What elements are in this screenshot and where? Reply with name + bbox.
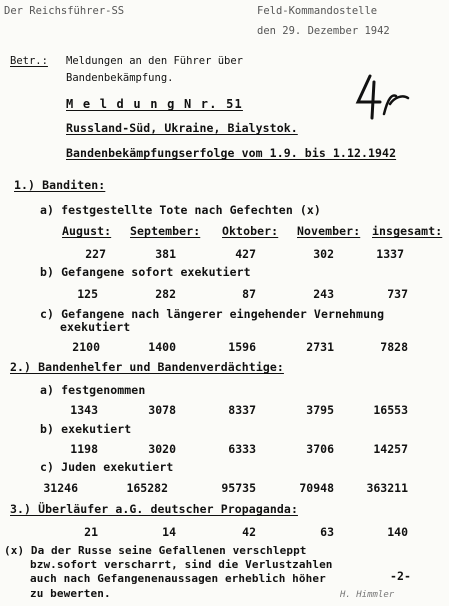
sender-line: Der Reichsführer-SS bbox=[4, 5, 125, 17]
s2b-november: 3706 bbox=[306, 442, 334, 456]
s1c-oktober: 1596 bbox=[228, 340, 256, 354]
section1-heading: 1.) Banditen: bbox=[14, 178, 106, 192]
s1b-insgesamt: 737 bbox=[387, 287, 408, 301]
section2-a-label: a) festgenommen bbox=[40, 383, 146, 397]
s2b-insgesamt: 14257 bbox=[373, 442, 408, 456]
section2-b-label: b) exekutiert bbox=[40, 422, 132, 436]
s2b-september: 3020 bbox=[148, 442, 176, 456]
s3-insgesamt: 140 bbox=[387, 525, 408, 539]
section1-b-label: b) Gefangene sofort exekutiert bbox=[40, 265, 251, 279]
s2a-insgesamt: 16553 bbox=[373, 403, 408, 417]
s1b-august: 125 bbox=[77, 287, 98, 301]
s1a-september: 381 bbox=[155, 247, 176, 261]
s2a-november: 3795 bbox=[306, 403, 334, 417]
s2a-september: 3078 bbox=[148, 403, 176, 417]
s1a-november: 302 bbox=[313, 247, 334, 261]
footnote-line-1: (x) Da der Russe seine Gefallenen verschleppt bbox=[4, 544, 307, 557]
s1b-november: 243 bbox=[313, 287, 334, 301]
s1a-insgesamt: 1337 bbox=[376, 247, 404, 261]
s1b-oktober: 87 bbox=[242, 287, 256, 301]
s2c-november: 70948 bbox=[299, 481, 334, 495]
page-number: -2- bbox=[390, 569, 412, 583]
report-region: Russland-Süd, Ukraine, Bialystok. bbox=[66, 121, 298, 135]
s1b-september: 282 bbox=[155, 287, 176, 301]
s2c-insgesamt: 363211 bbox=[366, 481, 408, 495]
footnote-line-3: auch nach Gefangenenaussagen erheblich höher bbox=[30, 572, 326, 585]
section3-heading: 3.) Überläufer a.G. deutscher Propaganda: bbox=[10, 502, 298, 516]
section1-c-label-1: c) Gefangene nach längerer eingehender Vernehmung bbox=[40, 307, 385, 321]
s2b-august: 1198 bbox=[70, 442, 98, 456]
s3-august: 21 bbox=[84, 525, 98, 539]
s2c-august: 31246 bbox=[43, 481, 78, 495]
s1c-september: 1400 bbox=[148, 340, 176, 354]
s1a-oktober: 427 bbox=[235, 247, 256, 261]
footnote-line-2: bzw.sofort verscharrt, sind die Verlustzahlen bbox=[30, 558, 333, 571]
place-line: Feld-Kommandostelle bbox=[257, 5, 378, 17]
subject-label: Betr.: bbox=[10, 55, 48, 67]
s1c-november: 2731 bbox=[306, 340, 334, 354]
s2c-oktober: 95735 bbox=[221, 481, 256, 495]
section1-a-label: a) festgestellte Tote nach Gefechten (x) bbox=[40, 203, 321, 217]
section2-c-label: c) Juden exekutiert bbox=[40, 460, 174, 474]
month-header-insgesamt: insgesamt: bbox=[372, 224, 443, 238]
handwritten-mark bbox=[352, 68, 412, 128]
s2a-oktober: 8337 bbox=[228, 403, 256, 417]
s3-september: 14 bbox=[162, 525, 176, 539]
s3-oktober: 42 bbox=[242, 525, 256, 539]
footnote-line-4: zu bewerten. bbox=[30, 587, 111, 600]
subject-line-2: Bandenbekämpfung. bbox=[66, 72, 174, 84]
s2c-september: 165282 bbox=[126, 481, 168, 495]
s3-november: 63 bbox=[320, 525, 334, 539]
s2a-august: 1343 bbox=[70, 403, 98, 417]
report-period: Bandenbekämpfungserfolge vom 1.9. bis 1.12.1942 bbox=[66, 146, 397, 160]
s1c-insgesamt: 7828 bbox=[380, 340, 408, 354]
s1c-august: 2100 bbox=[72, 340, 100, 354]
report-title: M e l d u n g N r. 51 bbox=[66, 97, 243, 111]
section2-heading: 2.) Bandenhelfer und Bandenverdächtige: bbox=[10, 360, 284, 374]
month-header-september: September: bbox=[130, 224, 201, 238]
month-header-august: August: bbox=[62, 224, 112, 238]
subject-line-1: Meldungen an den Führer über bbox=[66, 55, 244, 67]
signature-scrawl: H. Himmler bbox=[340, 590, 395, 600]
section1-c-label-2: exekutiert bbox=[60, 320, 131, 334]
month-header-oktober: Oktober: bbox=[222, 224, 279, 238]
s2b-oktober: 6333 bbox=[228, 442, 256, 456]
s1a-august: 227 bbox=[85, 247, 106, 261]
date-line: den 29. Dezember 1942 bbox=[257, 25, 390, 37]
month-header-november: November: bbox=[297, 224, 361, 238]
